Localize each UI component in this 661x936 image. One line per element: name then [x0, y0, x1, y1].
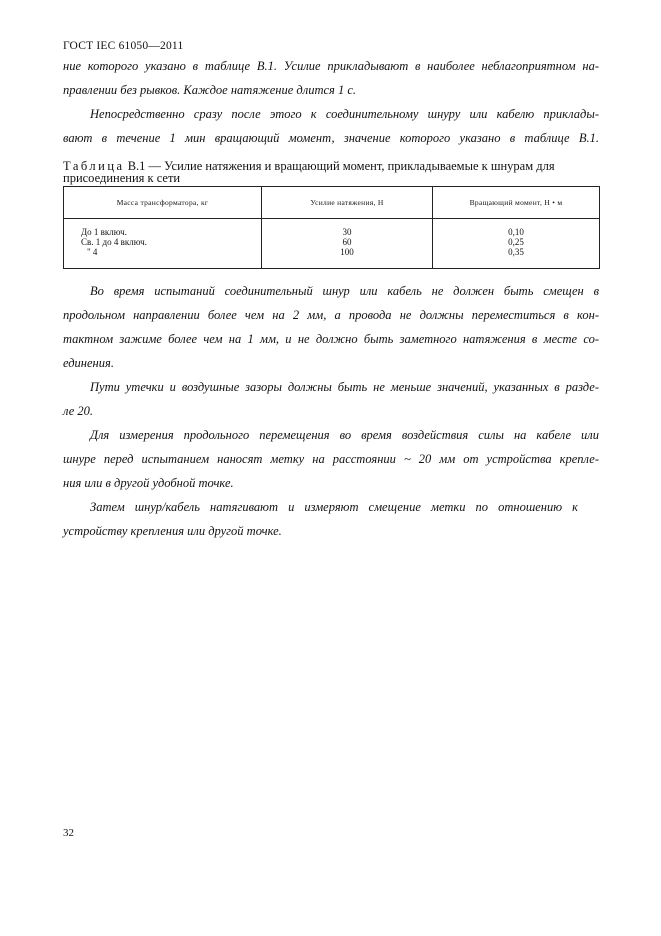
body-p1-line-3: тактном зажиме более чем на 1 мм, и не должно быть заметного натяжения в месте со-	[63, 332, 599, 346]
table-cell: Св. 1 до 4 включ.	[81, 237, 147, 247]
body-p2-line-2: ле 20.	[63, 404, 94, 418]
intro-line-4: вают в течение 1 мин вращающий момент, значение которого указано в таблице В.1.	[63, 131, 599, 145]
torque-column	[433, 219, 600, 269]
body-p3-line-3: ния или в другой удобной точке.	[63, 476, 234, 490]
table-caption	[63, 160, 555, 184]
table-cell: 100	[340, 247, 354, 257]
table-cell: 0,10	[508, 227, 524, 237]
intro-line-3: Непосредственно сразу после этого к соединительному шнуру или кабелю приклады-	[90, 107, 599, 121]
header-force: Усилие натяжения, Н	[262, 187, 433, 219]
body-p3-line-2: шнуре перед испытанием наносят метку на расстоянии ~ 20 мм от устройства крепле-	[63, 452, 599, 466]
force-column	[262, 219, 433, 269]
table-caption-line2: присоединения к сети	[63, 171, 181, 185]
data-table	[63, 186, 600, 269]
document-header: ГОСТ IEC 61050—2011	[63, 40, 184, 52]
intro-line-1: ние которого указано в таблице В.1. Усилие прикладывают в наиболее неблагоприятном на-	[63, 59, 599, 73]
table-body-row	[64, 219, 600, 269]
body-p3-line-1: Для измерения продольного перемещения во время воздействия силы на кабеле или	[90, 428, 599, 442]
table-cell: 0,25	[508, 237, 524, 247]
table-header-row	[64, 187, 600, 219]
table-caption-label: Таблица	[63, 159, 125, 173]
table-cell: 0,35	[508, 247, 524, 257]
body-p2-line-1: Пути утечки и воздушные зазоры должны быть не меньше значений, указанных в разде-	[90, 380, 599, 394]
body-p4-line-1: Затем шнур/кабель натягивают и измеряют смещение метки по отношению к	[90, 500, 578, 514]
body-p4-line-2: устройству крепления или другой точке.	[63, 524, 282, 538]
page-number: 32	[63, 827, 74, 839]
table-caption-text: В.1 — Усилие натяжения и вращающий момент, прикладываемые к шнурам для	[127, 159, 555, 173]
body-p1-line-1: Во время испытаний соединительный шнур или кабель не должен быть смещен в	[90, 284, 599, 298]
table-cell: До 1 включ.	[81, 227, 127, 237]
table-cell: 30	[342, 227, 352, 237]
table-cell: " 4	[87, 247, 98, 257]
header-mass: Масса трансформатора, кг	[64, 187, 262, 219]
table-cell: 60	[342, 237, 352, 247]
header-torque: Вращающий момент, Н • м	[433, 187, 600, 219]
mass-column	[64, 219, 262, 269]
intro-line-2: правлении без рывков. Каждое натяжение длится 1 с.	[63, 83, 357, 97]
body-p1-line-4: единения.	[63, 356, 114, 370]
body-p1-line-2: продольном направлении более чем на 2 мм, а провода не должны переместиться в кон-	[63, 308, 599, 322]
